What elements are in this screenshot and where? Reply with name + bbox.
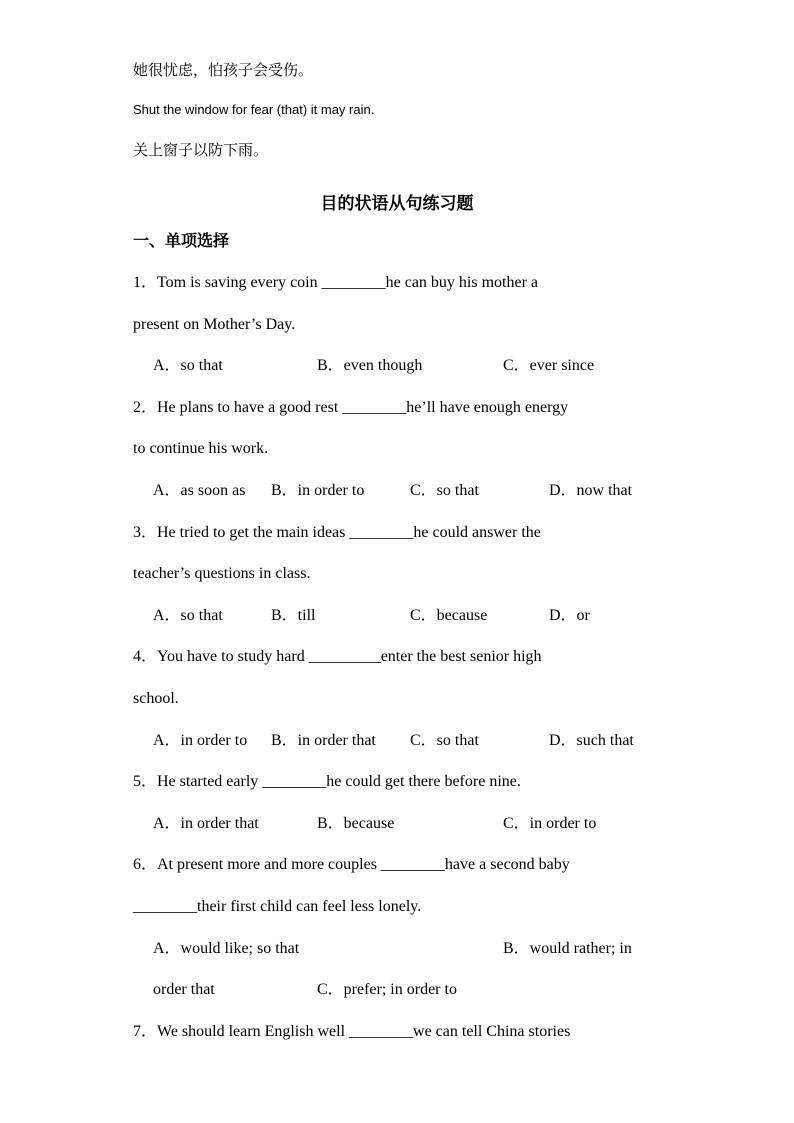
question-1-option-c: C．ever since xyxy=(503,357,595,374)
question-5-line-1: 5．He started early ________he could get there before nine. xyxy=(133,773,521,790)
question-1-option-a: A．so that xyxy=(153,357,223,374)
section-heading: 一、单项选择 xyxy=(133,231,230,250)
question-2-option-d: D．now that xyxy=(549,482,633,499)
question-4-option-c: C．so that xyxy=(410,732,479,749)
question-3-option-c: C．because xyxy=(410,607,488,624)
question-6-option-b: B．would rather; in xyxy=(503,940,632,957)
question-4-line-1: 4．You have to study hard _________enter the best senior high xyxy=(133,648,542,665)
question-2-line-1: 2．He plans to have a good rest ________he’ll have enough energy xyxy=(133,399,569,416)
question-3-option-d: D．or xyxy=(549,607,590,624)
question-1-line-1: 1．Tom is saving every coin ________he can buy his mother a xyxy=(133,274,539,291)
question-6-option-c: C．prefer; in order to xyxy=(317,981,457,998)
question-7-line-1: 7．We should learn English well ________we can tell China stories xyxy=(133,1023,571,1040)
question-5-option-c: C．in order to xyxy=(503,815,597,832)
intro-english-example: Shut the window for fear (that) it may rain. xyxy=(133,102,375,117)
question-2-option-b: B．in order to xyxy=(271,482,365,499)
question-2-option-c: C．so that xyxy=(410,482,479,499)
question-1-line-2: present on Mother’s Day. xyxy=(133,316,296,333)
question-4-option-b: B．in order that xyxy=(271,732,376,749)
question-6-option-a: A．would like; so that xyxy=(153,940,300,957)
page-title: 目的状语从句练习题 xyxy=(320,194,474,214)
intro-chinese-2: 关上窗子以防下雨。 xyxy=(133,141,269,159)
question-3-option-b: B．till xyxy=(271,607,316,624)
question-6-line-2: ________their first child can feel less lonely. xyxy=(133,898,422,915)
question-2-line-2: to continue his work. xyxy=(133,440,269,457)
question-2-option-a: A．as soon as xyxy=(153,482,246,499)
question-3-line-1: 3．He tried to get the main ideas ________he could answer the xyxy=(133,524,541,541)
question-3-option-a: A．so that xyxy=(153,607,223,624)
question-4-line-2: school. xyxy=(133,690,179,707)
intro-chinese-1: 她很忧虑，怕孩子会受伤。 xyxy=(133,61,314,79)
question-3-line-2: teacher’s questions in class. xyxy=(133,565,311,582)
question-4-option-a: A．in order to xyxy=(153,732,248,749)
question-1-option-b: B．even though xyxy=(317,357,423,374)
question-6-option-b-continued: order that xyxy=(153,981,215,998)
question-5-option-a: A．in order that xyxy=(153,815,259,832)
question-5-option-b: B．because xyxy=(317,815,395,832)
question-4-option-d: D．such that xyxy=(549,732,634,749)
question-6-line-1: 6．At present more and more couples ________have a second baby xyxy=(133,856,570,873)
